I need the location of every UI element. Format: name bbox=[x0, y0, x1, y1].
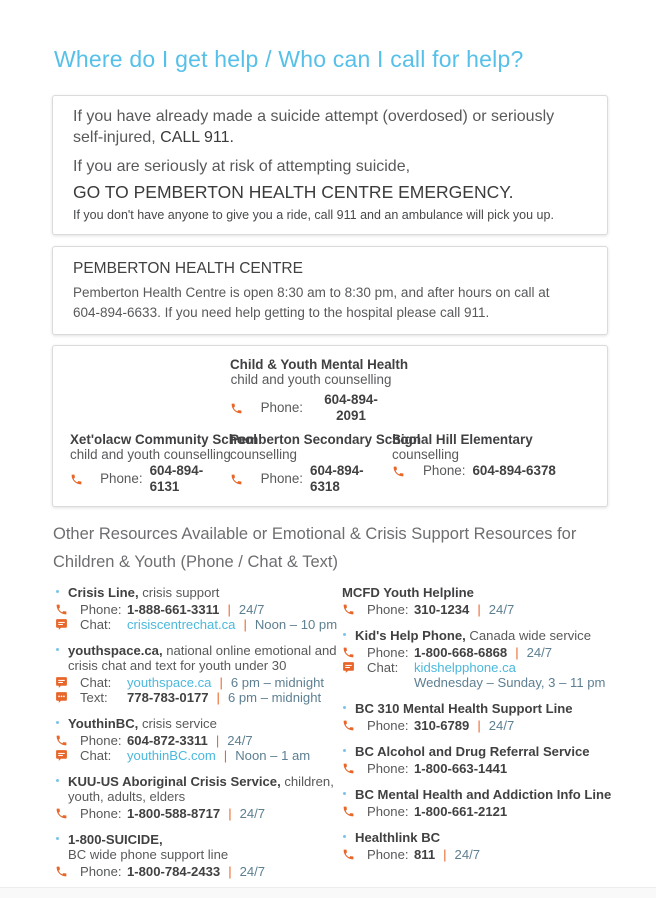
resource-name: BC 310 Mental Health Support Line bbox=[355, 701, 573, 716]
contact-row bbox=[55, 675, 342, 690]
contact-row bbox=[55, 864, 342, 879]
contact-label: Phone: bbox=[367, 718, 409, 733]
contact-value: 1-800-588-8717 bbox=[127, 806, 221, 821]
contact-row bbox=[342, 660, 611, 675]
contact-row bbox=[55, 748, 342, 763]
resource-name: YouthinBC, bbox=[68, 716, 139, 731]
resource-name: BC Mental Health and Addiction Info Line bbox=[355, 787, 612, 802]
contact-entry bbox=[342, 804, 611, 819]
contact-entry bbox=[55, 675, 342, 690]
emergency-line1 bbox=[73, 106, 587, 148]
contact-value: 1-800-668-6868 bbox=[414, 645, 508, 660]
text-icon bbox=[55, 691, 80, 704]
contact-hours: 24/7 bbox=[526, 645, 553, 660]
resource-description: crisis support bbox=[138, 585, 220, 600]
phone-icon bbox=[342, 805, 367, 818]
health-centre-box bbox=[52, 246, 608, 335]
hours-separator-icon: | bbox=[223, 748, 228, 763]
resource-name: BC Alcohol and Drug Referral Service bbox=[355, 744, 590, 759]
contact-row bbox=[342, 718, 611, 733]
contact-row bbox=[342, 645, 611, 660]
resources-right-column bbox=[342, 585, 611, 890]
contact-entry bbox=[342, 660, 611, 690]
resource-name: KUU-US Aboriginal Crisis Service, bbox=[68, 774, 281, 789]
contact-value: 310-6789 bbox=[414, 718, 470, 733]
contact-hours: 24/7 bbox=[227, 733, 253, 748]
hours-separator-icon: | bbox=[477, 718, 481, 733]
phone-icon bbox=[55, 734, 80, 747]
hours-separator-icon: | bbox=[477, 602, 481, 617]
phone-icon bbox=[55, 865, 80, 878]
contact-hours: Noon – 10 pm bbox=[254, 617, 338, 632]
phone-label: Phone: bbox=[260, 400, 304, 415]
resource-item bbox=[342, 701, 611, 733]
resource-name: Crisis Line, bbox=[68, 585, 139, 600]
hours-separator-icon: | bbox=[216, 690, 220, 705]
resource-description: national online emotional and bbox=[162, 643, 337, 658]
resource-title bbox=[342, 701, 611, 716]
hours-separator-icon: | bbox=[228, 806, 232, 821]
school-entry bbox=[392, 432, 607, 495]
health-centre-title: PEMBERTON HEALTH CENTRE bbox=[73, 260, 303, 277]
cymh-subtitle: child and youth counselling bbox=[230, 372, 392, 387]
contact-row bbox=[55, 806, 342, 821]
contact-row bbox=[55, 602, 342, 617]
contact-label: Text: bbox=[80, 690, 108, 705]
bullet-icon bbox=[55, 776, 68, 786]
resource-name: MCFD Youth Helpline bbox=[342, 585, 474, 600]
contact-list bbox=[342, 761, 611, 776]
contact-entry bbox=[55, 806, 342, 821]
contact-row bbox=[342, 602, 611, 617]
contact-value: 1-800-663-1441 bbox=[414, 761, 508, 776]
bullet-icon bbox=[342, 703, 355, 713]
phone-icon bbox=[342, 646, 367, 659]
resource-name: 1-800-SUICIDE, bbox=[68, 832, 163, 847]
schools-box bbox=[52, 345, 608, 507]
hours-separator-icon: | bbox=[219, 675, 223, 690]
contact-list bbox=[342, 718, 611, 733]
resources-grid bbox=[55, 585, 612, 890]
resource-description: crisis service bbox=[138, 716, 217, 731]
chat-icon bbox=[55, 749, 80, 762]
contact-entry bbox=[342, 602, 611, 617]
cymh-header bbox=[230, 357, 409, 424]
contact-entry bbox=[342, 645, 611, 660]
contact-label: Phone: bbox=[80, 602, 122, 617]
phone-icon bbox=[230, 402, 255, 415]
page-footer bbox=[0, 887, 656, 898]
contact-hours: 24/7 bbox=[488, 718, 515, 733]
phone-icon bbox=[230, 473, 255, 486]
contact-label: Phone: bbox=[367, 602, 409, 617]
hours-separator-icon: | bbox=[228, 864, 232, 879]
schools-columns bbox=[70, 432, 607, 495]
resource-item bbox=[342, 585, 611, 617]
contact-list bbox=[342, 847, 611, 862]
resource-description-line2: crisis chat and text for youth under 30 bbox=[68, 658, 287, 673]
bullet-icon bbox=[55, 718, 68, 728]
contact-label: Phone: bbox=[367, 847, 409, 862]
contact-list bbox=[342, 602, 611, 617]
health-centre-body: Pemberton Health Centre is open 8:30 am to 8:30 pm, and after hours on call at 604-894-6633. If you need help getting to the hospital please call 911. bbox=[73, 285, 550, 320]
hours-separator-icon: | bbox=[515, 645, 519, 660]
resource-item bbox=[55, 643, 342, 705]
document-page bbox=[0, 44, 656, 898]
phone-icon bbox=[70, 473, 94, 486]
cymh-phone-row bbox=[230, 392, 392, 424]
phone-label: Phone: bbox=[423, 463, 466, 478]
contact-entry bbox=[55, 864, 342, 879]
resource-item bbox=[55, 585, 342, 632]
resource-item bbox=[342, 830, 611, 862]
emergency-box bbox=[52, 95, 608, 235]
contact-value: 1-888-661-3311 bbox=[127, 602, 220, 617]
hours-separator-icon: | bbox=[215, 733, 220, 748]
contact-label: Phone: bbox=[80, 733, 122, 748]
phone-icon bbox=[392, 465, 417, 478]
resource-name: Kid's Help Phone, bbox=[355, 628, 466, 643]
contact-schedule-line: Wednesday – Sunday, 3 – 11 pm bbox=[414, 675, 606, 690]
resource-item bbox=[342, 628, 611, 690]
resource-title bbox=[55, 832, 342, 847]
emergency-go-line: GO TO PEMBERTON HEALTH CENTRE EMERGENCY. bbox=[73, 182, 514, 202]
bullet-icon bbox=[55, 645, 68, 655]
school-name: Xet'olacw Community School bbox=[70, 432, 257, 447]
resource-item bbox=[342, 787, 611, 819]
emergency-line1-prefix: If you have already made a suicide attempt (overdosed) or seriously self-injured, bbox=[73, 108, 555, 146]
page-title: Where do I get help / Who can I call for help? bbox=[54, 46, 524, 72]
phone-label: Phone: bbox=[100, 471, 143, 486]
contact-entry bbox=[55, 690, 342, 705]
resource-title bbox=[342, 830, 611, 845]
phone-icon bbox=[342, 848, 367, 861]
contact-hours: 24/7 bbox=[488, 602, 515, 617]
resource-title bbox=[55, 643, 342, 658]
contact-label: Chat: bbox=[80, 675, 112, 690]
resource-title bbox=[55, 716, 342, 731]
contact-hours: 24/7 bbox=[238, 602, 265, 617]
contact-link[interactable]: youthspace.ca bbox=[127, 675, 212, 690]
school-phone-row bbox=[230, 463, 392, 495]
hours-separator-icon: | bbox=[243, 617, 247, 632]
chat-icon bbox=[55, 676, 80, 689]
contact-label: Phone: bbox=[80, 864, 122, 879]
resource-title bbox=[55, 585, 342, 600]
contact-list bbox=[55, 602, 342, 632]
cymh-name: Child & Youth Mental Health bbox=[230, 357, 409, 372]
contact-list bbox=[55, 675, 342, 705]
bullet-icon bbox=[342, 789, 355, 799]
phone-icon bbox=[342, 762, 367, 775]
contact-hours: 6 pm – midnight bbox=[227, 690, 322, 705]
resource-name: youthspace.ca, bbox=[68, 643, 163, 658]
school-phone-row bbox=[392, 463, 607, 479]
contact-row bbox=[55, 690, 342, 705]
contact-entry bbox=[55, 617, 342, 632]
contact-list bbox=[55, 733, 342, 763]
resource-description: Canada wide service bbox=[465, 628, 591, 643]
resources-left-column bbox=[55, 585, 342, 890]
resource-title bbox=[342, 628, 611, 643]
bullet-icon bbox=[342, 630, 355, 640]
resource-description-line2: BC wide phone support line bbox=[68, 847, 229, 862]
bullet-icon bbox=[55, 587, 68, 597]
contact-value: 604-872-3311 bbox=[127, 733, 208, 748]
bullet-icon bbox=[55, 834, 68, 844]
contact-hours: 24/7 bbox=[239, 864, 266, 879]
chat-icon bbox=[55, 618, 80, 631]
contact-value: 811 bbox=[414, 847, 436, 862]
contact-row bbox=[55, 733, 342, 748]
phone-number: 604-894-2091 bbox=[324, 392, 378, 423]
contact-label: Phone: bbox=[367, 804, 409, 819]
contact-label: Phone: bbox=[367, 645, 409, 660]
contact-row bbox=[342, 847, 611, 862]
contact-label: Phone: bbox=[367, 761, 409, 776]
resource-title bbox=[342, 787, 611, 802]
chat-icon bbox=[342, 661, 367, 674]
phone-icon bbox=[342, 603, 367, 616]
phone-number: 604-894-6318 bbox=[310, 463, 364, 494]
bullet-icon bbox=[342, 832, 355, 842]
contact-link[interactable]: youthinBC.com bbox=[127, 748, 216, 763]
contact-label: Chat: bbox=[80, 617, 112, 632]
resources-heading: Other Resources Available or Emotional & Crisis Support Resources for Children & Youth (Phone / Chat & Text) bbox=[53, 525, 577, 571]
school-subtitle: counselling bbox=[230, 447, 297, 462]
phone-number: 604-894-6378 bbox=[472, 463, 556, 478]
contact-entry bbox=[342, 847, 611, 862]
emergency-line2: If you are seriously at risk of attempting suicide, bbox=[73, 158, 411, 175]
contact-link[interactable]: crisiscentrechat.ca bbox=[127, 617, 236, 632]
phone-icon bbox=[342, 719, 367, 732]
contact-hours: Noon – 1 am bbox=[235, 748, 311, 763]
contact-list bbox=[342, 645, 611, 690]
resource-item bbox=[55, 716, 342, 763]
resource-description: children, bbox=[280, 774, 334, 789]
contact-row bbox=[342, 804, 611, 819]
school-name: Pemberton Secondary School bbox=[230, 432, 421, 447]
contact-entry bbox=[55, 602, 342, 617]
call-911-text: CALL 911. bbox=[160, 129, 234, 146]
school-entry bbox=[230, 432, 421, 495]
contact-row bbox=[55, 617, 342, 632]
contact-label: Chat: bbox=[367, 660, 399, 675]
page-content bbox=[0, 44, 656, 890]
phone-icon bbox=[55, 807, 80, 820]
resource-title bbox=[342, 585, 611, 600]
contact-entry bbox=[55, 748, 342, 763]
contact-hours: 6 pm – midnight bbox=[230, 675, 325, 690]
contact-link[interactable]: kidshelpphone.ca bbox=[414, 660, 516, 675]
contact-row bbox=[342, 761, 611, 776]
school-subtitle: counselling bbox=[392, 447, 459, 462]
contact-hours: 24/7 bbox=[454, 847, 481, 862]
hours-separator-icon: | bbox=[227, 602, 231, 617]
bullet-icon bbox=[342, 746, 355, 756]
school-phone-row bbox=[70, 463, 230, 495]
contact-value: 778-783-0177 bbox=[127, 690, 209, 705]
contact-entry bbox=[342, 761, 611, 776]
phone-label: Phone: bbox=[260, 471, 304, 486]
resource-description-line2: youth, adults, elders bbox=[68, 789, 186, 804]
contact-value: 1-800-784-2433 bbox=[127, 864, 221, 879]
contact-entry bbox=[342, 718, 611, 733]
resource-title bbox=[55, 774, 342, 789]
contact-list bbox=[55, 864, 342, 879]
contact-value: 310-1234 bbox=[414, 602, 470, 617]
school-entry bbox=[70, 432, 257, 495]
contact-label: Chat: bbox=[80, 748, 112, 763]
emergency-note: If you don't have anyone to give you a ride, call 911 and an ambulance will pick you up. bbox=[73, 208, 554, 222]
school-subtitle: child and youth counselling bbox=[70, 447, 231, 462]
hours-separator-icon: | bbox=[443, 847, 447, 862]
contact-entry bbox=[55, 733, 342, 748]
contact-label: Phone: bbox=[80, 806, 122, 821]
contact-list bbox=[342, 804, 611, 819]
resource-item bbox=[55, 832, 342, 879]
school-name: Signal Hill Elementary bbox=[392, 432, 533, 447]
resource-item bbox=[55, 774, 342, 821]
contact-value: 1-800-661-2121 bbox=[414, 804, 508, 819]
resource-item bbox=[342, 744, 611, 776]
resource-name: Healthlink BC bbox=[355, 830, 441, 845]
phone-icon bbox=[55, 603, 80, 616]
contact-hours: 24/7 bbox=[239, 806, 266, 821]
resource-title bbox=[342, 744, 611, 759]
phone-number: 604-894-6131 bbox=[149, 463, 204, 494]
contact-list bbox=[55, 806, 342, 821]
